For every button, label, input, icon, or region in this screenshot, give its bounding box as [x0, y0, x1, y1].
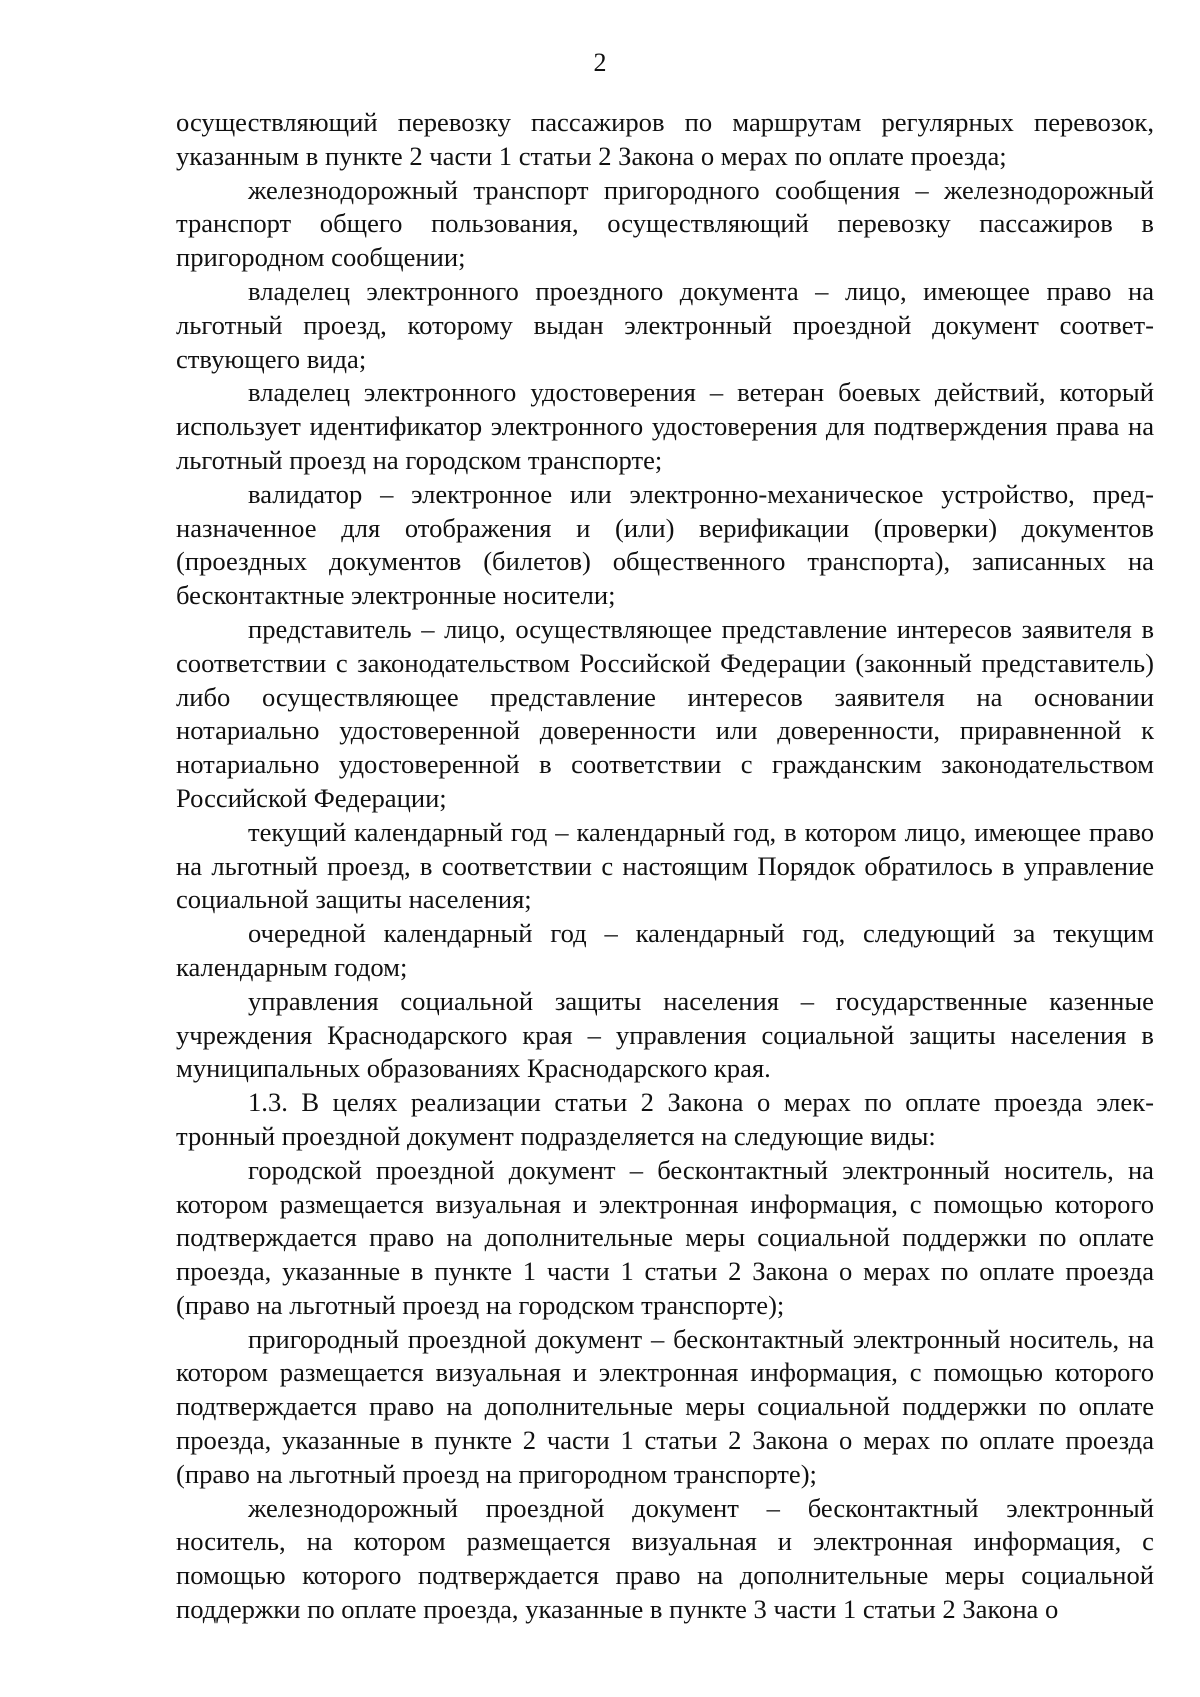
paragraph-social-protection: управления социальной защиты населения – государственные казенные учреждения Краснодарского края – управления социальной защиты населения в муниципальных образованиях Краснодарского края.	[176, 985, 1154, 1084]
paragraph-railway-ticket: железнодорожный проездной документ – бесконтактный электронный носитель, на котором размещается визуальная и электронная информация, с помощью которого подтверждается право на дополнительные меры социальной поддержки по оплате проезда, указанные в пункте 3 части 1 статьи 2 Закона о	[176, 1492, 1154, 1625]
paragraph-continuation: осуществляющий перевозку пассажиров по маршрутам регулярных перевозок, указанным в пункте 2 части 1 статьи 2 Закона о мерах по оплате проезда;	[176, 107, 1154, 171]
paragraph-representative: представитель – лицо, осуществляющее представление интересов заявителя в соответствии с законодательством Российской Федерации (законный представитель) либо осуществляющее представление интересов заявителя на основании нотариально удостоверенной доверенности или доверенности, приравненной к нотариально удостоверенной в соответствии с гражданским законодательством Российской Федерации;	[176, 613, 1154, 813]
paragraph-next-year: очередной календарный год – календарный год, следующий за текущим календарным годом;	[176, 918, 1154, 982]
paragraph-certificate-owner: владелец электронного удостоверения – ветеран боевых действий, который использует идентификатор электронного удостоверения для подтверждения права на льготный проезд на городском транспорте;	[176, 377, 1154, 475]
document-body	[176, 106, 1154, 1627]
paragraph-suburban-ticket: пригородный проездной документ – бесконтактный электронный носитель, на котором размещается визуальная и электронная информация, с помощью которого подтверждается право на дополнительные меры социальной поддержки по оплате проезда, указанные в пункте 2 части 1 статьи 2 Закона о мерах по оплате проезда (право на льготный проезд на пригородном транспорте);	[176, 1323, 1154, 1489]
paragraph-city-ticket: городской проездной документ – бесконтактный электронный носитель, на котором размещается визуальная и электронная информация, с помощью которого подтверждается право на дополнительные меры социальной поддержки по оплате проезда, указанные в пункте 1 части 1 статьи 2 Закона о мерах по оплате проезда (право на льготный проезд на городском транспорте);	[176, 1154, 1154, 1320]
paragraph-validator: валидатор – электронное или электронно-механическое устройство, предназначенное для отображения и (или) верификации (проверки) документов (проездных документов (билетов) общественного транспорта), записанных на бесконтактные электронные носители;	[176, 478, 1154, 611]
paragraph-section-1-3: 1.3. В целях реализации статьи 2 Закона о мерах по оплате проезда электронный проездной документ подразделяется на следующие виды:	[176, 1087, 1154, 1151]
paragraph-ticket-owner: владелец электронного проездного документа – лицо, имеющее право на льготный проезд, которому выдан электронный проездной документ соответствующего вида;	[176, 275, 1154, 374]
paragraph-railway-transport: железнодорожный транспорт пригородного сообщения – железнодорожный транспорт общего пользования, осуществляющий перевозку пассажиров в пригородном сообщении;	[176, 174, 1154, 273]
paragraph-current-year: текущий календарный год – календарный год, в котором лицо, имеющее право на льготный проезд, в соответствии с настоящим Порядок обратилось в управление социальной защиты населения;	[176, 816, 1154, 915]
page-number: 2	[593, 48, 607, 77]
